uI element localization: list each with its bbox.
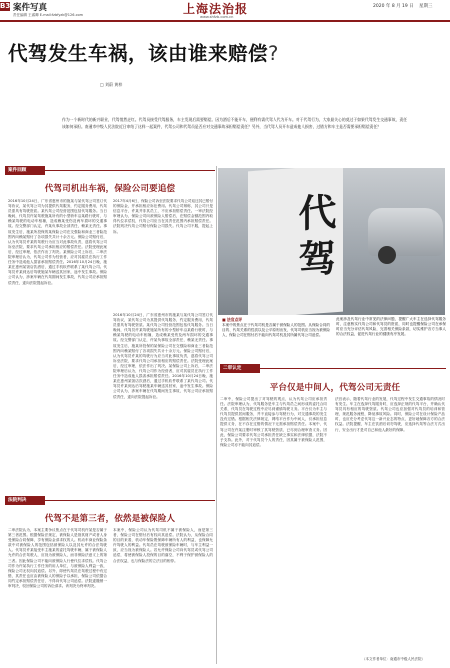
case-review-rule <box>45 170 215 171</box>
masthead: 上海法治报 <box>183 2 249 16</box>
article-3-body-col1: 二审中，保险公司提出了对驾驶的观点，认为代驾公司应承担责任。法院审理认为，代驾服务是车主与代驾员之间形成的委托合同关系，代驾员在驾驶过程中应尽到谨慎驾驶义务。平台仅为车主与代驾员提供居间服务，并不直接参与驾驶行为，对交通事故的发生没有过错。根据相关法律规定，网络平台作为中间人，仅承担信息提供义务，在不存在过错的情况下无需承担赔偿责任。本案中，代驾公司在许某注册时审核了其驾驶资质，已尽到合理审查义务。因此，保险公司要求代驾公司承担责任缺乏事实和法律依据，法院不予支持。此外，对于代驾员个人的责任，因其属于被保险人范围，保险公司亦不能向其追偿。 <box>220 397 327 447</box>
news-photo <box>218 168 445 315</box>
editor-line: 责任编辑 王睿卿 E-mail:fzbfyzk@126.com <box>13 13 84 17</box>
photo-caption-body: 本案中的焦点在于代驾司机是否属于被保险人的范围。从保险合同的目的、代驾关系的性质以及公平原则出发，代驾司机应当视为被保险人，保险公司在赔付后不能向代驾司机及其所属代驾公司追偿。 <box>222 323 330 338</box>
headline-text: 代驾发生车祸，该由谁来赔偿 <box>8 42 269 65</box>
headline <box>8 38 279 66</box>
article-1-title: 代驾司机出车祸，保险公司要追偿 <box>44 184 176 194</box>
byline: □ 刘蔚 黄梓 <box>100 82 123 87</box>
article-3-footer: （本文作者单位：南通市中级人民法院） <box>362 657 425 661</box>
second-trial-label: 二审认定 <box>220 364 260 373</box>
case-review-label: 案件回顾 <box>5 166 45 175</box>
second-trial-rule <box>260 368 446 369</box>
photo-sign-text: 代驾 <box>292 191 337 287</box>
article-1-body-col2-cont: 2016年10月24日，广东省惠州市的施某与某代驾公司签订代驾协议，某代驾公司为其提供代驾服务，约定服务费用，代驾员需具有驾驶资质。某代驾公司经营范围包括代驾服务。当日晚间，代驾员许某驾驶施某所有的小型轿车沿某路行驶时，与赖某驾驶的电动车相撞，造成赖某受伤及两车损坏的交通事故。经交警部门认定，许某负事故全部责任，赖某无责任。事故发生后，施某所投保的某保险公司在交强险和商业三者险范围内向赖某赔付了各项损失共计十余万元。保险公司赔付后，认为代驾员许某的驾驶行为应当对此事故负责，遂将代驾公司诉至法院，要求代驾公司承担相应的赔偿责任。法院受理此案后，经过审理，依法作出了判决。某保险公司上诉后，二审法院审理后认为，代驾公司作为经营者，应对其雇员在执行工作任务中造成他人损害承担赔偿责任。2016年10月24日晚，施某在惠州某饭店饮酒后，通过手机软件联系了某代驾公司。代驾员许某到达后驾驶施某车辆送其回家，途中发生事故。保险公司认为，涉案车辆在代驾期间发生事故，代驾公司应承担赔偿责任，遂向法院提起诉讼。 <box>113 313 213 399</box>
issue-weekday: 星期三 <box>419 4 433 9</box>
note-body: 此案涉及代驾行业中常见的法律问题，提醒广大车主在选择代驾服务时，注意核实代驾公司和代驾员的资质，同时也提醒保险公司在承保时应当充分评估代驾风险，完善相关保险条款，切实维护各方当事人的合法权益，促进代驾行业的健康有序发展。 <box>336 317 446 337</box>
header-rule <box>0 20 450 22</box>
section-code-badge: B3 <box>0 2 11 10</box>
article-2-body-col1: 二审法院认为，本案主要争议焦点在于代驾司机许某是否属于第三者范围。根据保险法规定，被保险人是指其财产或者人身受保险合同保障，享有保险金请求权的人。机动车商业保险条款中对被保险人的范围包括被保险人以及其允许的合法驾驶人。代驾员许某接受车主施某的委托驾驶车辆，属于被保险人允许的合法驾驶人，应视为被保险人，而非保险法意义上的第三者。因此保险公司不能向被保险人行使代位求偿权。代驾公司作为许某执行工作任务的用人单位，与被保险人利益一致，保险公司无权向其追偿。另外，即使代驾员在驾驶过程中有过错，其责任也应由被保险人的保险予以承担，保险公司依据合同约定承担赔偿责任后，不得向代驾公司追偿。法院遂撤销一审判决，驳回保险公司的诉讼请求。该判决为终审判决。 <box>8 528 107 589</box>
lead-paragraph: 作为一个新时代的新兴职业，代驾悄然走红。代驾员接受代驾服务，车主发现后需要赔偿。因为酒后不能开车，便利有需代驾人代为开车。对于代驾行为，大家最关心的莫过于如果代驾发生交通事故，责任该如何承担。南通市中级人民法院近日审结了这样一起案件，代驾公司和代驾员是否应对交通事故承担赔偿责任？另外，当代驾人员开车造成他人损害，过错方和车主是否需要承担赔偿责任？ <box>62 117 407 129</box>
column-divider <box>216 166 217 664</box>
photo-caption-tag: ■ 法官点评 <box>222 317 243 322</box>
issue-date: 2020 年 8 月 19 日 <box>373 4 414 9</box>
photo-car-wheel <box>378 246 396 264</box>
article-2-title: 代驾不是第三者，依然是被保险人 <box>44 514 176 524</box>
article-3-title: 平台仅是中间人，代驾公司无责任 <box>269 383 401 393</box>
judgment-label: 法院判决 <box>5 496 45 505</box>
headline-qmark: ? <box>268 42 279 65</box>
section-name: 案件写真 <box>13 3 48 13</box>
judgment-rule <box>45 500 215 501</box>
article-3-body-col2: 法官表示，随着代驾行业的发展，代驾过程中发生交通事故的情况时有发生。车主在选择代驾服务时，应选择正规的代驾平台，并确认代驾员具有相应的驾驶资质。代驾公司也应加强对代驾员的培训和管理，规范服务流程，降低事故风险。同时，保险公司在设计保险产品时，也应充分考虑代驾这一新兴业态的特点，更好地保障各方的合法权益。法院提醒，车主在饮酒后切勿驾驶，应选择代驾等合法方式出行，安全出行才是对自己和他人最好的保障。 <box>335 397 445 432</box>
photo-sign-board <box>248 168 343 315</box>
article-2-body-col2: 本案中，保险公司认为代驾司机不属于被保险人，而是第三者，保险公司在赔付后有权向其追偿。法院认为，从保险合同的目的来看，机动车保险既保障车辆所有人的利益，也保障允许驾驶人的利益。代驾员在驾驶被保险车辆时，与车主利益一致，应当视为被保险人。若允许保险公司向代驾员或代驾公司追偿，将使被保险人投保的目的落空，不利于保护被保险人的合法权益，也与保险法的立法目的相悖。 <box>113 528 213 563</box>
article-1-body-col2: 2017年4月6日，保险公司诉至法院要求代驾公司返还其已赔付的保险金，并承担相应诉讼费用。代驾公司辩称，其公司只是信息平台，许某并非其员工，不应承担赔偿责任。一审法院经审理认为，保险公司向被保险人赔偿后，在赔偿金额范围内取得代位求偿权，代驾公司应当在其责任范围内承担赔偿责任。法院判决代驾公司赔付保险公司损失。代驾公司不服，提起上诉。 <box>113 199 213 234</box>
article-1-body-col1: 2016年10月24日，广东省惠州市的施某与某代驾公司签订代驾协议，某代驾公司为其提供代驾服务，约定服务费用，代驾员需具有驾驶资质。某代驾公司经营范围包括代驾服务。当日晚间，代驾员许某驾驶施某所有的小型轿车沿某路行驶时，与赖某驾驶的电动车相撞，造成赖某受伤及两车损坏的交通事故。经交警部门认定，许某负事故全部责任，赖某无责任。事故发生后，施某所投保的某保险公司在交强险和商业三者险范围内向赖某赔付了各项损失共计十余万元。保险公司赔付后，认为代驾员许某的驾驶行为应当对此事故负责，遂将代驾公司诉至法院，要求代驾公司承担相应的赔偿责任。法院受理此案后，经过审理，依法作出了判决。某保险公司上诉后，二审法院审理后认为，代驾公司作为经营者，应对其雇员在执行工作任务中造成他人损害承担赔偿责任。2016年10月24日晚，施某在惠州某饭店饮酒后，通过手机软件联系了某代驾公司。代驾员许某到达后驾驶施某车辆送其回家，途中发生事故。保险公司认为，涉案车辆在代驾期间发生事故，代驾公司应承担赔偿责任，遂向法院提起诉讼。 <box>8 199 107 285</box>
website: www.shfzb.com.cn <box>200 15 234 19</box>
